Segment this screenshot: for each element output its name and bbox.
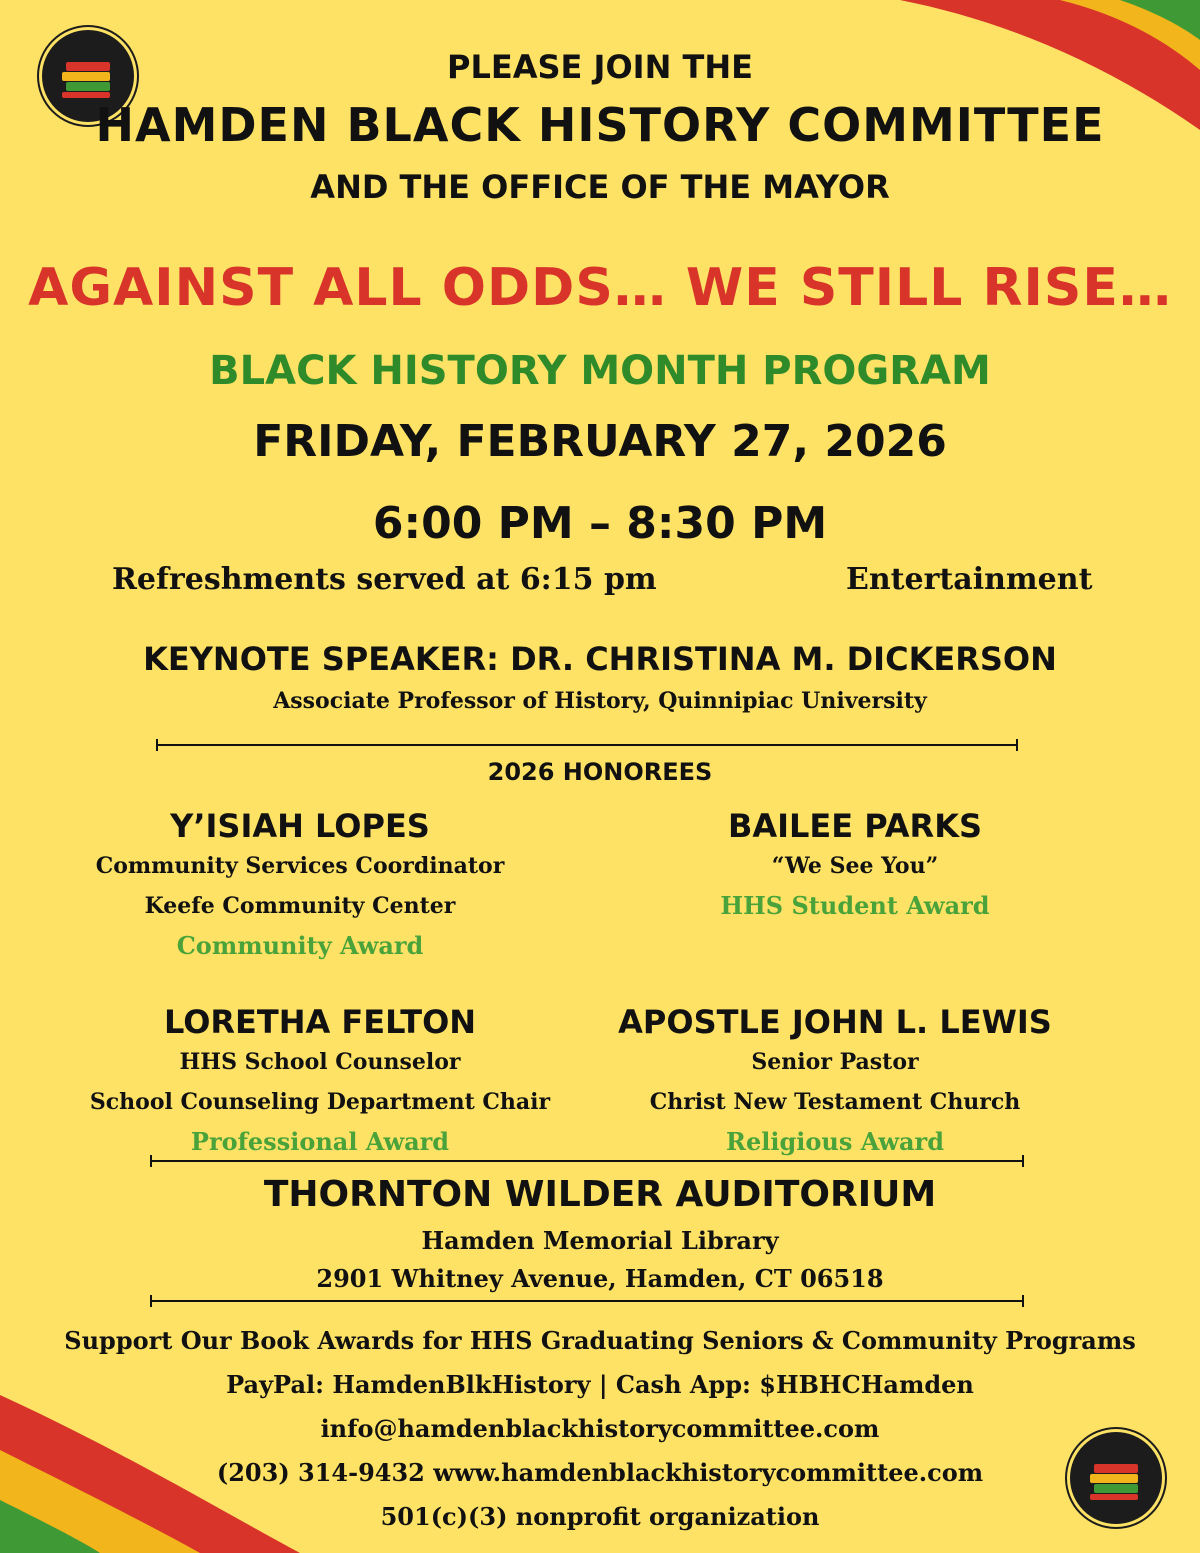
honoree-title: Senior Pastor <box>751 1049 919 1075</box>
event-theme: AGAINST ALL ODDS… WE STILL RISE… <box>28 258 1172 318</box>
support-message: Support Our Book Awards for HHS Graduating Seniors & Community Programs <box>64 1326 1136 1355</box>
honoree-name: Y’ISIAH LOPES <box>170 807 430 845</box>
program-title: BLACK HISTORY MONTH PROGRAM <box>209 348 991 394</box>
honoree-title: HHS School Counselor <box>179 1049 461 1075</box>
payment-info: PayPal: HamdenBlkHistory | Cash App: $HBHCHamden <box>226 1370 974 1399</box>
honoree-card <box>640 806 1070 926</box>
honoree-name: LORETHA FELTON <box>163 1003 477 1041</box>
honoree-organization: Christ New Testament Church <box>649 1089 1021 1115</box>
honoree-title: Community Services Coordinator <box>95 853 505 879</box>
venue-address: 2901 Whitney Avenue, Hamden, CT 06518 <box>316 1264 884 1293</box>
refreshments-note: Refreshments served at 6:15 pm <box>112 562 657 597</box>
honoree-award: HHS Student Award <box>720 891 990 920</box>
keynote-speaker: KEYNOTE SPEAKER: DR. CHRISTINA M. DICKERSON <box>143 640 1057 678</box>
keynote-role: Associate Professor of History, Quinnipiac University <box>273 688 927 714</box>
honoree-award: Professional Award <box>190 1127 450 1156</box>
honoree-organization: Keefe Community Center <box>144 893 456 919</box>
honoree-title: “We See You” <box>771 853 939 879</box>
honoree-organization: School Counseling Department Chair <box>89 1089 551 1115</box>
venue-place: Hamden Memorial Library <box>421 1226 779 1255</box>
honoree-award: Community Award <box>176 931 424 960</box>
divider <box>156 744 1018 746</box>
honoree-card <box>610 1002 1060 1162</box>
honoree-card <box>80 806 520 966</box>
honoree-award: Religious Award <box>726 1127 944 1156</box>
event-date: FRIDAY, FEBRUARY 27, 2026 <box>253 416 947 467</box>
mayor-office-line: AND THE OFFICE OF THE MAYOR <box>310 168 890 206</box>
event-time: 6:00 PM – 8:30 PM <box>372 498 828 549</box>
contact-phone-website: (203) 314-9432 www.hamdenblackhistorycommittee.com <box>216 1458 984 1487</box>
divider <box>150 1160 1024 1162</box>
invitation-line: PLEASE JOIN THE <box>447 48 753 86</box>
honoree-card <box>70 1002 570 1162</box>
honorees-heading: 2026 HONOREES <box>487 758 713 786</box>
honoree-name: BAILEE PARKS <box>727 807 983 845</box>
venue-name: THORNTON WILDER AUDITORIUM <box>263 1174 937 1215</box>
contact-email: info@hamdenblackhistorycommittee.com <box>320 1414 880 1443</box>
honoree-name: APOSTLE JOHN L. LEWIS <box>618 1003 1052 1041</box>
divider <box>150 1300 1024 1302</box>
entertainment-note: Entertainment <box>846 562 1093 597</box>
committee-name: HAMDEN BLACK HISTORY COMMITTEE <box>95 98 1105 152</box>
nonprofit-status: 501(c)(3) nonprofit organization <box>380 1502 820 1531</box>
